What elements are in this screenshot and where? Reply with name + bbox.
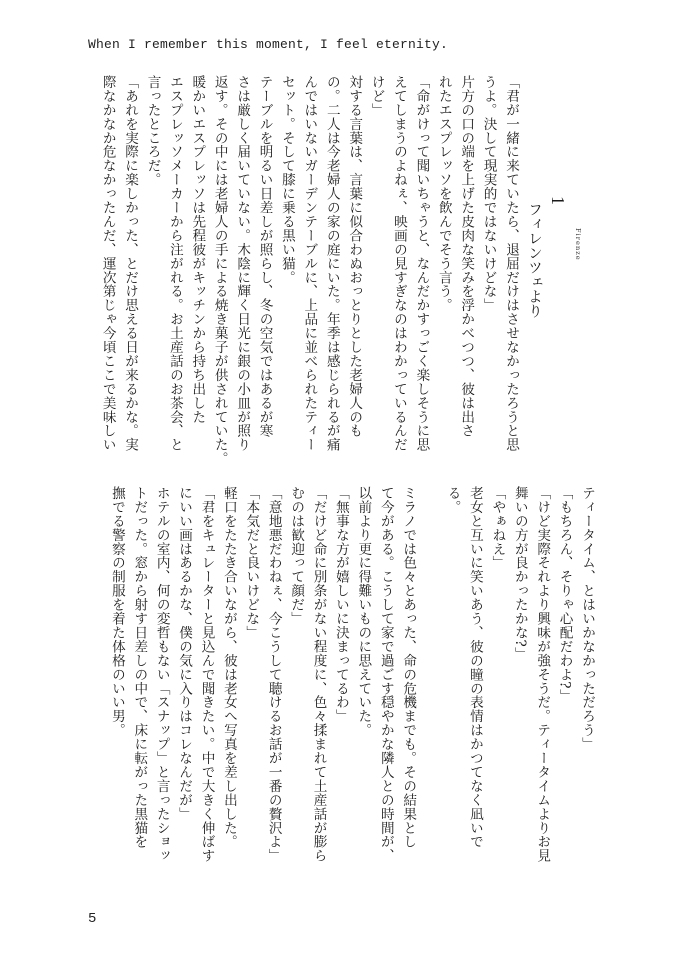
text-line: て今がある。こうして家で過ごす穏やかな隣人との時間が、	[377, 486, 394, 863]
text-line: さは厳しく届いていない。木陰に輝く日光に銀の小皿が照り	[234, 75, 251, 452]
text-line: むのは歓迎って顔だ」	[288, 486, 305, 626]
text-line: 「やぁねえ」	[489, 486, 506, 570]
text-line: 際なかなか危なかったんだ、運次第じゃ今頃ここで美味しい	[99, 75, 116, 452]
text-line: る。	[444, 486, 461, 514]
text-line: 「命がけって聞いちゃうと、なんだかすっごく楽しそうに思	[413, 75, 430, 452]
text-line: トだった。窓から射す日差しの中で、床に転がった黒猫を	[131, 486, 148, 849]
text-line: 軽口をたたき合いながら、彼は老女へ写真を差し出した。	[220, 486, 237, 849]
column-gap	[419, 486, 441, 896]
text-line: 舞いの方が良かったかな?」	[511, 486, 528, 662]
text-line: テーブルを明るい日差しが照らし、冬の空気ではあるが寒	[256, 75, 273, 438]
text-line: ティータイム、とはいかなかっただろう」	[579, 486, 595, 752]
text-line: 言ったところだ。	[144, 75, 161, 187]
text-line: うよ。決して現実的ではないけどな」	[480, 75, 497, 313]
text-line: 撫でる警察の制服を着た体格のいい男。	[108, 486, 125, 738]
text-line: 暖かいエスプレッソは先程彼がキッチンから持ち出した	[189, 75, 206, 424]
page-number: 5	[88, 911, 97, 927]
text-line: の。二人は今老婦人の家の庭にいた。年季は感じられるが痛	[323, 75, 340, 452]
text-line: 「本気だと良いけどな」	[243, 486, 260, 640]
text-line: んではいないガーデンテーブルに、上品に並べられたティー	[301, 75, 318, 452]
text-line: 「あれを実際に楽しかった、とだけ思える日が来るかな。実	[122, 75, 139, 452]
text-line: 片方の口の端を上げた皮肉な笑みを浮かべつつ、彼は出さ	[458, 75, 475, 438]
chapter-title: フィレンツェより	[526, 202, 542, 318]
text-line: ミラノでは色々とあった、命の危機までも。その結果とし	[400, 486, 417, 849]
text-line: 対する言葉は、言葉に似合わぬおっとりとした老婦人のも	[346, 75, 363, 438]
text-line: けど」	[368, 75, 385, 117]
text-line: 「けど実際それより興味が強そうだ。ティータイムよりお見	[534, 486, 551, 863]
chapter-number: 1	[548, 196, 568, 205]
text-line: れたエスプレッソを飲んでそう言う。	[435, 75, 452, 313]
text-line: 「君が一緒に来ていたら、退屈だけはさせなかったろうと思	[503, 75, 519, 452]
text-line: にいい画はあるかな、僕の気に入りはコレなんだが」	[176, 486, 193, 821]
text-line: 「もちろん、そりゃ心配だわよ?」	[556, 486, 573, 703]
text-line: 「意地悪だわねぇ、今こうして聴けるお話が一番の贅沢よ」	[265, 486, 282, 863]
text-line: えてしまうのよねぇ、映画の見すぎなのはわかっているんだ	[390, 75, 407, 452]
text-line: 「だけど命に別条がない程度に、色々揉まれて土産話が膨ら	[310, 486, 327, 863]
text-line: ホテルの室内、何の変哲もない「スナップ」と言ったショッ	[153, 486, 170, 863]
chapter-space	[522, 75, 598, 475]
running-header: When I remember this moment, I feel eternity.	[88, 37, 449, 52]
text-line: エスプレッソメーカーから注がれる。お土産話のお茶会、と	[166, 75, 183, 452]
text-line: セット。そして膝に乗る黒い猫。	[278, 75, 295, 285]
text-line: 老女と互いに笑いあう、彼の瞳の表情はかつてなく凪いで	[466, 486, 483, 849]
text-line: 返す。その中には老婦人の手による焼き菓子が供されていた。	[211, 75, 228, 466]
text-block-top	[88, 75, 598, 475]
text-line: 以前より更に得難いものに思えていた。	[355, 486, 372, 738]
text-block-bottom	[88, 486, 598, 896]
text-line: 「君をキュレーターと見込んで聞きたい。中で大きく伸ばす	[198, 486, 215, 863]
chapter-title-ruby: Firenze	[574, 228, 582, 261]
text-line: 「無事な方が嬉しいに決まってるわ」	[332, 486, 349, 724]
